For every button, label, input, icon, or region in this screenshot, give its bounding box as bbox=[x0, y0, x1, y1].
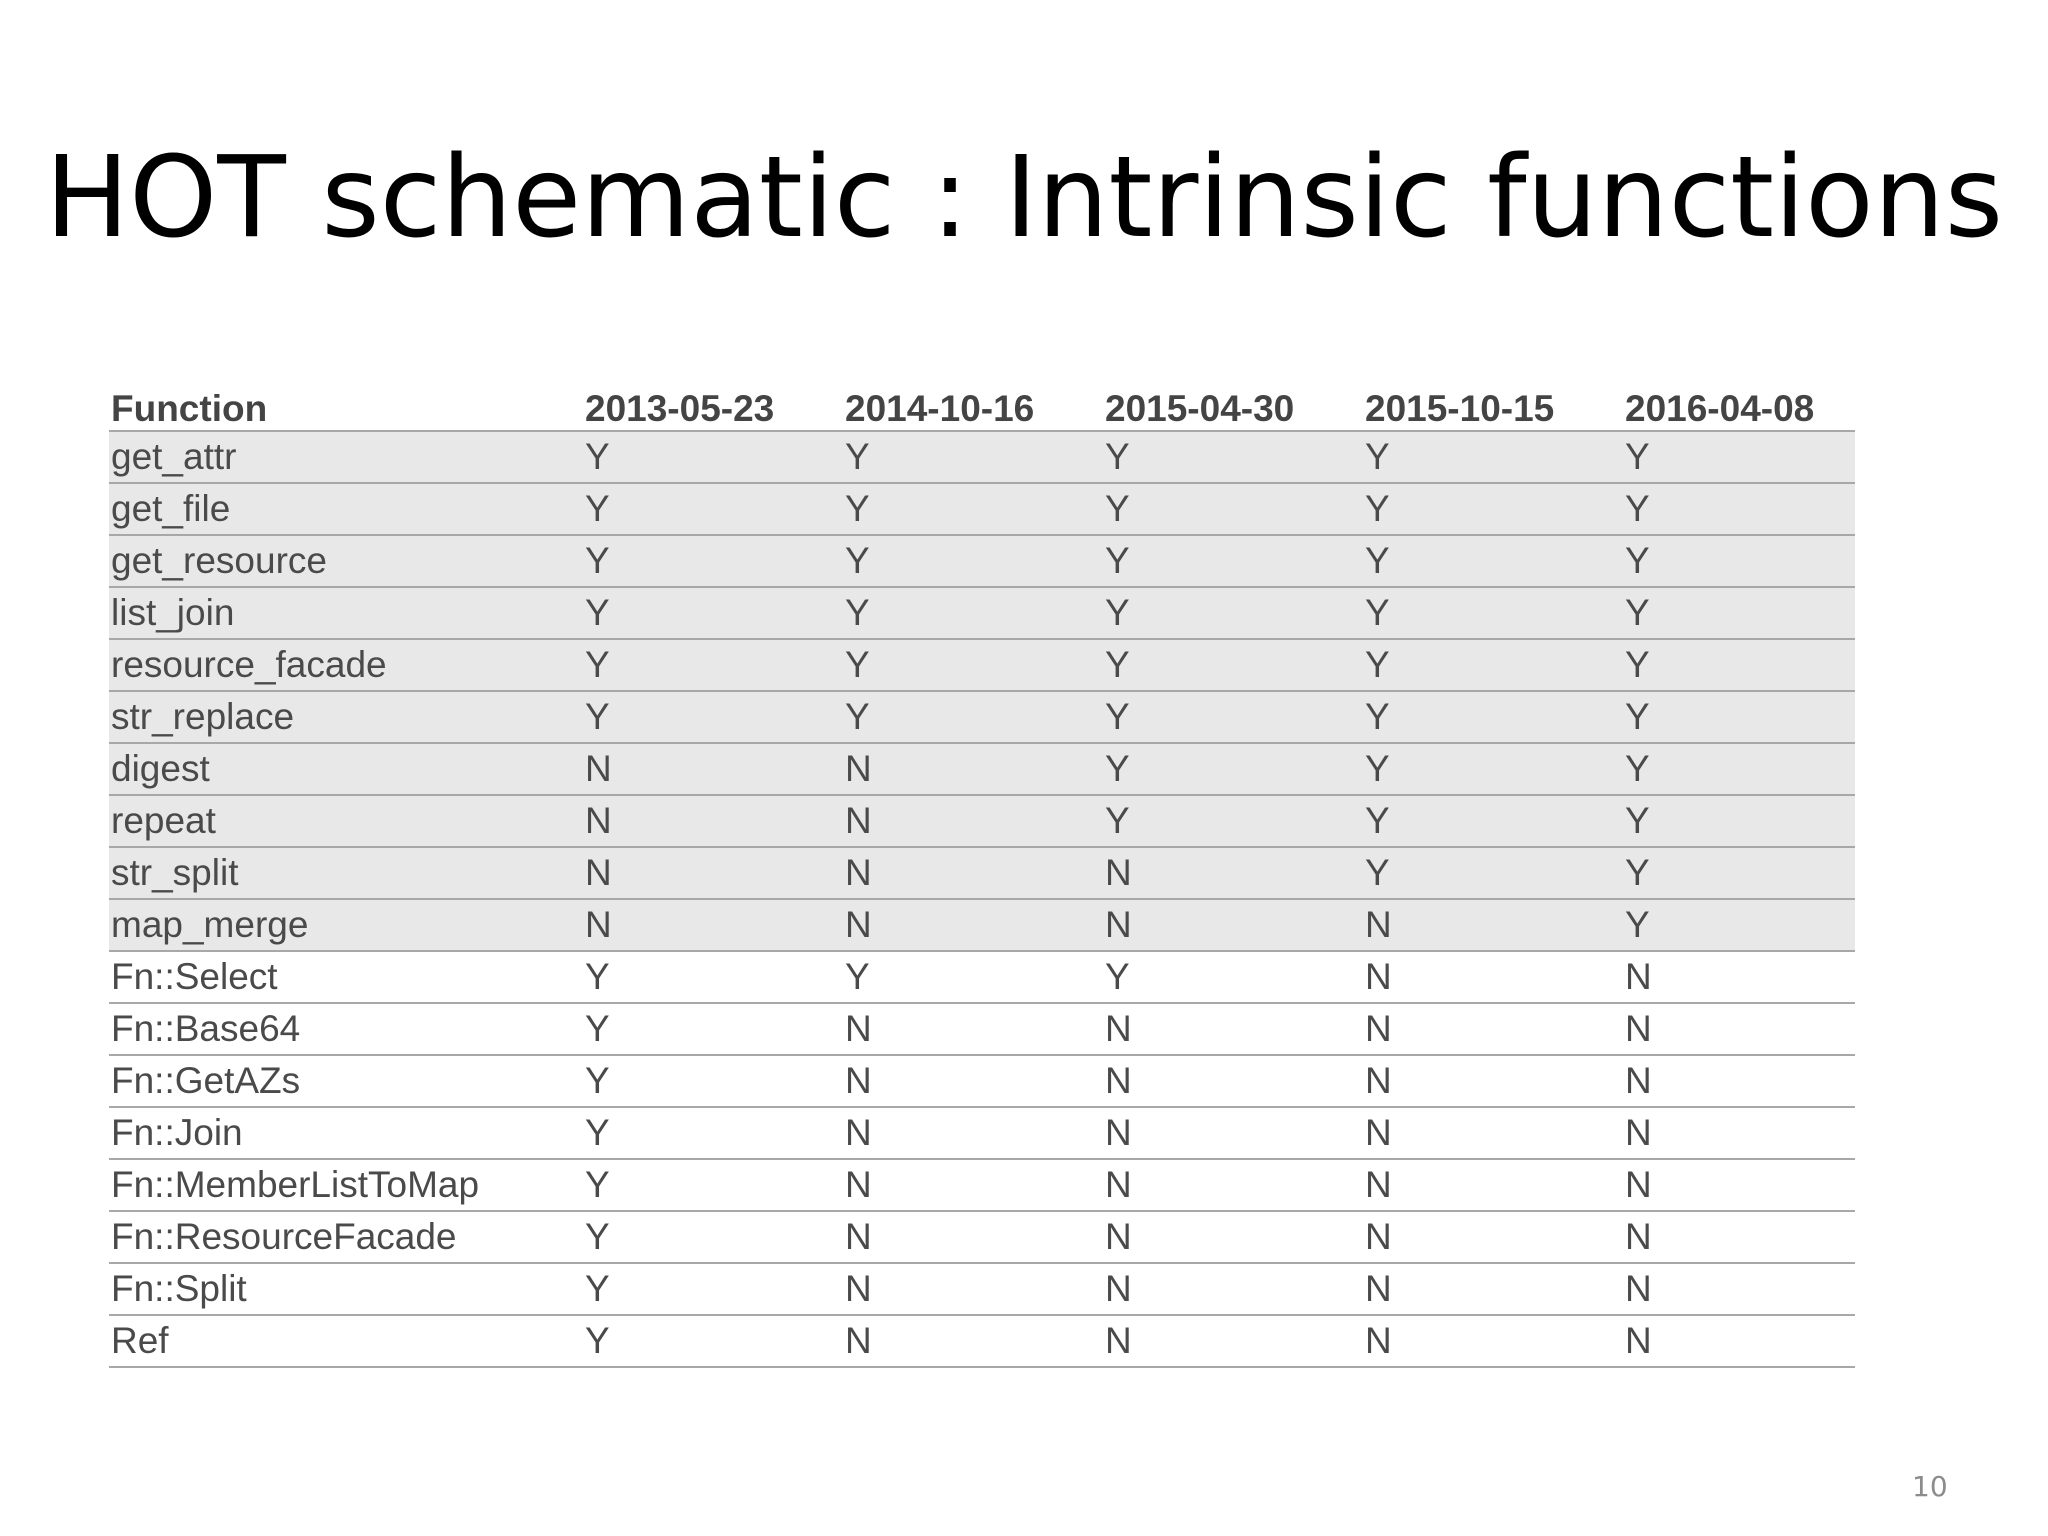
support-cell: N bbox=[1623, 1003, 1855, 1055]
support-cell: Y bbox=[583, 1315, 843, 1367]
support-cell: Y bbox=[843, 587, 1103, 639]
column-header-date: 2015-10-15 bbox=[1363, 378, 1623, 431]
support-cell: N bbox=[843, 1055, 1103, 1107]
table-row bbox=[109, 691, 1855, 743]
table-row bbox=[109, 431, 1855, 483]
support-cell: N bbox=[843, 795, 1103, 847]
table-row bbox=[109, 1315, 1855, 1367]
support-cell: Y bbox=[583, 1159, 843, 1211]
support-cell: N bbox=[1623, 951, 1855, 1003]
support-cell: N bbox=[843, 1003, 1103, 1055]
support-cell: Y bbox=[843, 431, 1103, 483]
function-name-cell: resource_facade bbox=[109, 639, 583, 691]
support-cell: Y bbox=[1363, 795, 1623, 847]
support-cell: Y bbox=[1103, 743, 1363, 795]
support-cell: Y bbox=[1363, 483, 1623, 535]
table-row bbox=[109, 743, 1855, 795]
support-cell: N bbox=[1363, 951, 1623, 1003]
function-name-cell: Fn::Split bbox=[109, 1263, 583, 1315]
support-cell: Y bbox=[1623, 899, 1855, 951]
table-row bbox=[109, 1211, 1855, 1263]
support-cell: N bbox=[1623, 1263, 1855, 1315]
support-cell: N bbox=[1103, 1263, 1363, 1315]
table-row bbox=[109, 1263, 1855, 1315]
support-cell: Y bbox=[1623, 691, 1855, 743]
support-cell: N bbox=[843, 1159, 1103, 1211]
support-cell: N bbox=[583, 795, 843, 847]
support-cell: N bbox=[1623, 1107, 1855, 1159]
support-cell: Y bbox=[1363, 639, 1623, 691]
function-name-cell: list_join bbox=[109, 587, 583, 639]
support-cell: N bbox=[1623, 1055, 1855, 1107]
support-cell: Y bbox=[583, 1211, 843, 1263]
support-cell: N bbox=[1623, 1211, 1855, 1263]
support-cell: N bbox=[1103, 1211, 1363, 1263]
support-cell: N bbox=[843, 1107, 1103, 1159]
support-cell: N bbox=[583, 899, 843, 951]
table-row bbox=[109, 1003, 1855, 1055]
support-cell: Y bbox=[583, 587, 843, 639]
table-row bbox=[109, 1159, 1855, 1211]
function-name-cell: Fn::GetAZs bbox=[109, 1055, 583, 1107]
support-cell: Y bbox=[1363, 847, 1623, 899]
column-header-date: 2015-04-30 bbox=[1103, 378, 1363, 431]
support-cell: Y bbox=[1363, 587, 1623, 639]
function-name-cell: Fn::Join bbox=[109, 1107, 583, 1159]
support-cell: Y bbox=[1103, 587, 1363, 639]
support-cell: N bbox=[583, 847, 843, 899]
support-cell: N bbox=[1363, 1263, 1623, 1315]
table-body bbox=[109, 431, 1855, 1367]
support-cell: N bbox=[1103, 1315, 1363, 1367]
support-cell: Y bbox=[1103, 951, 1363, 1003]
function-name-cell: digest bbox=[109, 743, 583, 795]
column-header-date: 2013-05-23 bbox=[583, 378, 843, 431]
functions-table-container bbox=[109, 378, 1855, 1368]
table-row bbox=[109, 899, 1855, 951]
support-cell: N bbox=[1623, 1315, 1855, 1367]
function-name-cell: get_attr bbox=[109, 431, 583, 483]
table-row bbox=[109, 795, 1855, 847]
support-cell: N bbox=[843, 899, 1103, 951]
support-cell: Y bbox=[1623, 743, 1855, 795]
function-name-cell: map_merge bbox=[109, 899, 583, 951]
support-cell: N bbox=[843, 1211, 1103, 1263]
support-cell: N bbox=[1103, 1107, 1363, 1159]
table-row bbox=[109, 483, 1855, 535]
support-cell: Y bbox=[583, 483, 843, 535]
table-header-row bbox=[109, 378, 1855, 431]
support-cell: Y bbox=[1623, 431, 1855, 483]
support-cell: Y bbox=[583, 431, 843, 483]
support-cell: Y bbox=[583, 1107, 843, 1159]
support-cell: N bbox=[843, 1315, 1103, 1367]
support-cell: Y bbox=[1103, 795, 1363, 847]
support-cell: Y bbox=[583, 691, 843, 743]
support-cell: Y bbox=[1623, 587, 1855, 639]
support-cell: Y bbox=[1623, 483, 1855, 535]
function-name-cell: Fn::ResourceFacade bbox=[109, 1211, 583, 1263]
support-cell: Y bbox=[1363, 691, 1623, 743]
support-cell: Y bbox=[583, 951, 843, 1003]
support-cell: Y bbox=[1363, 431, 1623, 483]
table-row bbox=[109, 535, 1855, 587]
support-cell: N bbox=[1623, 1159, 1855, 1211]
column-header-date: 2014-10-16 bbox=[843, 378, 1103, 431]
support-cell: N bbox=[1363, 899, 1623, 951]
function-name-cell: Fn::MemberListToMap bbox=[109, 1159, 583, 1211]
function-name-cell: get_file bbox=[109, 483, 583, 535]
support-cell: Y bbox=[583, 1055, 843, 1107]
support-cell: N bbox=[843, 847, 1103, 899]
function-name-cell: Fn::Base64 bbox=[109, 1003, 583, 1055]
table-row bbox=[109, 1055, 1855, 1107]
support-cell: Y bbox=[1623, 847, 1855, 899]
support-cell: N bbox=[1103, 1055, 1363, 1107]
support-cell: Y bbox=[1363, 535, 1623, 587]
function-name-cell: str_split bbox=[109, 847, 583, 899]
support-cell: Y bbox=[1623, 639, 1855, 691]
support-cell: Y bbox=[583, 1263, 843, 1315]
support-cell: Y bbox=[1103, 483, 1363, 535]
support-cell: Y bbox=[1623, 795, 1855, 847]
support-cell: N bbox=[1363, 1159, 1623, 1211]
support-cell: Y bbox=[843, 691, 1103, 743]
support-cell: N bbox=[1103, 1003, 1363, 1055]
support-cell: Y bbox=[1103, 639, 1363, 691]
support-cell: N bbox=[1363, 1315, 1623, 1367]
support-cell: Y bbox=[583, 1003, 843, 1055]
support-cell: N bbox=[843, 743, 1103, 795]
support-cell: N bbox=[1363, 1055, 1623, 1107]
support-cell: Y bbox=[843, 951, 1103, 1003]
function-name-cell: str_replace bbox=[109, 691, 583, 743]
support-cell: N bbox=[1103, 1159, 1363, 1211]
table-row bbox=[109, 587, 1855, 639]
function-name-cell: Fn::Select bbox=[109, 951, 583, 1003]
support-cell: Y bbox=[1103, 431, 1363, 483]
column-header-date: 2016-04-08 bbox=[1623, 378, 1855, 431]
support-cell: N bbox=[843, 1263, 1103, 1315]
function-name-cell: repeat bbox=[109, 795, 583, 847]
support-cell: Y bbox=[583, 639, 843, 691]
support-cell: Y bbox=[1623, 535, 1855, 587]
function-name-cell: get_resource bbox=[109, 535, 583, 587]
support-cell: Y bbox=[843, 639, 1103, 691]
support-cell: N bbox=[1103, 847, 1363, 899]
support-cell: Y bbox=[1103, 535, 1363, 587]
support-cell: N bbox=[1363, 1003, 1623, 1055]
function-name-cell: Ref bbox=[109, 1315, 583, 1367]
table-row bbox=[109, 1107, 1855, 1159]
support-cell: Y bbox=[843, 535, 1103, 587]
support-cell: Y bbox=[1103, 691, 1363, 743]
support-cell: Y bbox=[1363, 743, 1623, 795]
slide-title: HOT schematic : Intrinsic functions bbox=[44, 133, 2004, 263]
support-cell: Y bbox=[583, 535, 843, 587]
functions-table bbox=[109, 378, 1855, 1368]
table-row bbox=[109, 847, 1855, 899]
column-header-function: Function bbox=[109, 378, 583, 431]
support-cell: Y bbox=[843, 483, 1103, 535]
support-cell: N bbox=[1363, 1211, 1623, 1263]
page-number: 10 bbox=[1912, 1470, 1948, 1503]
table-row bbox=[109, 951, 1855, 1003]
table-row bbox=[109, 639, 1855, 691]
support-cell: N bbox=[1103, 899, 1363, 951]
support-cell: N bbox=[1363, 1107, 1623, 1159]
support-cell: N bbox=[583, 743, 843, 795]
